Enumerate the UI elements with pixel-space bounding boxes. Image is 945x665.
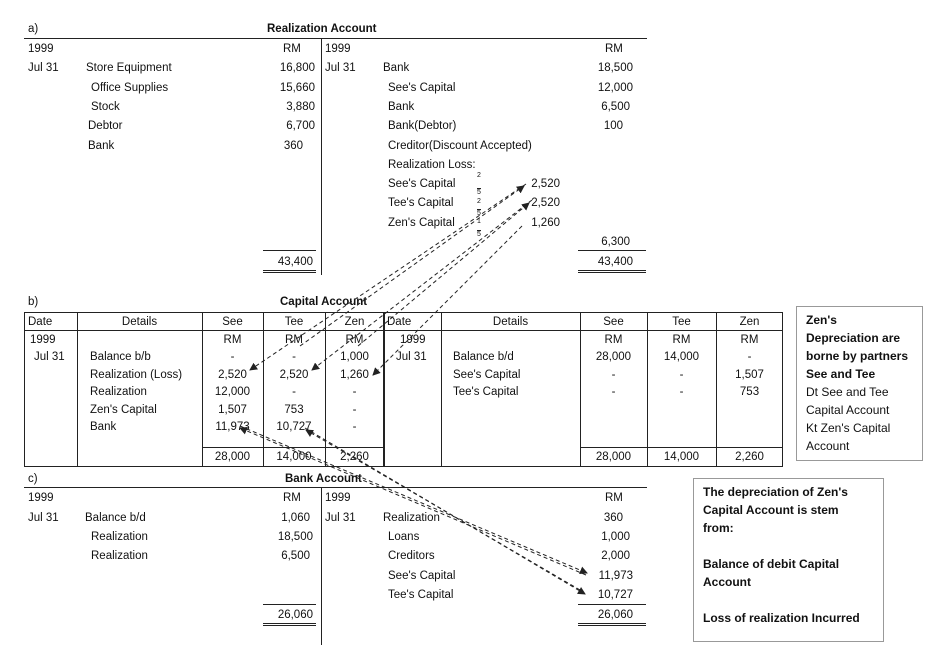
bank-debit-currency: RM xyxy=(283,492,301,504)
bank-debit-amount: 1,060 xyxy=(281,512,310,524)
capital-right-cell-zen: 753 xyxy=(739,386,760,398)
realization-debit-date: Jul 31 xyxy=(28,62,59,74)
note-line: borne by partners xyxy=(806,349,909,363)
realization-credit-detail: Creditor(Discount Accepted) xyxy=(388,140,532,152)
capital-right-header-date: Date xyxy=(387,316,412,328)
capital-left-cell-tee: - xyxy=(292,351,296,363)
capital-left-row-detail: Bank xyxy=(90,421,117,433)
capital-left-cell-zen: - xyxy=(352,404,357,416)
realization-loss-amount: 2,520 xyxy=(531,197,560,209)
ratio-numerator: 2 xyxy=(477,172,481,179)
bank-credit-detail: Tee's Capital xyxy=(388,589,454,601)
realization-loss-total: 6,300 xyxy=(601,236,630,248)
realization-debit-detail: Stock xyxy=(91,101,120,113)
capital-left-cell-see: 12,000 xyxy=(214,386,251,398)
realization-account-title: Realization Account xyxy=(267,23,377,35)
realization-debit-currency: RM xyxy=(283,43,301,55)
realization-loss-detail: Tee's Capital xyxy=(388,197,454,209)
capital-left-cell-tee: 2,520 xyxy=(279,369,309,381)
realization-loss-label: Realization Loss: xyxy=(388,159,476,171)
section-c-letter: c) xyxy=(28,473,38,485)
bank-credit-detail: Creditors xyxy=(388,550,435,562)
bank-credit-amount: 360 xyxy=(603,512,623,524)
capital-right-unit: RM xyxy=(672,334,691,346)
realization-credit-amount: 12,000 xyxy=(597,82,633,94)
note-line: The depreciation of Zen's xyxy=(703,485,848,499)
capital-left-cell-see: 2,520 xyxy=(218,369,247,381)
capital-left-year: 1999 xyxy=(30,334,56,346)
bank-credit-detail: Realization xyxy=(383,512,440,524)
capital-right-cell-tee: - xyxy=(679,386,684,398)
bank-debit-detail: Balance b/d xyxy=(85,512,146,524)
capital-right-cell-see: - xyxy=(611,386,616,398)
realization-debit-detail: Store Equipment xyxy=(86,62,172,74)
ratio-denominator: 5 xyxy=(477,189,481,196)
capital-left-cell-zen: 1,260 xyxy=(340,369,369,381)
capital-left-row-detail: Realization (Loss) xyxy=(90,369,183,381)
capital-right-cell-zen: 1,507 xyxy=(735,369,764,381)
capital-left-cell-zen: 1,000 xyxy=(340,351,369,363)
capital-left-header-see: See xyxy=(222,316,243,328)
bank-credit-amount: 2,000 xyxy=(601,550,630,562)
ratio-denominator: 5 xyxy=(477,231,481,238)
realization-debit-total: 43,400 xyxy=(277,256,313,268)
realization-credit-amount: 100 xyxy=(603,120,623,132)
capital-right-header-details: Details xyxy=(492,316,529,328)
capital-left-total-zen: 2,260 xyxy=(340,451,369,463)
note-line: Zen's xyxy=(806,313,837,327)
bank-debit-detail: Realization xyxy=(91,531,148,543)
capital-left-header-tee: Tee xyxy=(284,316,304,328)
capital-left-date: Jul 31 xyxy=(34,351,65,363)
capital-left-cell-tee: - xyxy=(292,386,296,398)
bank-debit-year: 1999 xyxy=(28,492,54,504)
note-line: Dt See and Tee xyxy=(806,385,889,399)
bank-debit-detail: Realization xyxy=(91,550,148,562)
capital-right-year: 1999 xyxy=(400,334,426,346)
realization-credit-total: 43,400 xyxy=(597,256,633,268)
realization-credit-date: Jul 31 xyxy=(325,62,356,74)
note-line: from: xyxy=(703,521,734,535)
bank-credit-amount: 1,000 xyxy=(601,531,630,543)
capital-left-header-details: Details xyxy=(121,316,158,328)
capital-right-row-detail: Balance b/d xyxy=(453,351,514,363)
bank-debit-date: Jul 31 xyxy=(28,512,59,524)
bank-credit-total: 26,060 xyxy=(597,609,633,621)
capital-left-cell-see: 11,973 xyxy=(215,421,250,433)
capital-right-date: Jul 31 xyxy=(396,351,427,363)
arrow-see-loss xyxy=(250,184,526,370)
capital-left-row-detail: Zen's Capital xyxy=(90,404,157,416)
capital-left-unit: RM xyxy=(345,334,364,346)
capital-right-total-tee: 14,000 xyxy=(663,451,700,463)
realization-debit-year: 1999 xyxy=(28,43,54,55)
capital-right-cell-see: - xyxy=(611,369,616,381)
note-line: Depreciation are xyxy=(806,331,901,345)
realization-credit-detail: Bank xyxy=(383,62,410,74)
capital-left-cell-tee: 10,727 xyxy=(276,421,312,433)
bank-credit-detail: Loans xyxy=(388,531,420,543)
realization-loss-amount: 2,520 xyxy=(531,178,560,190)
realization-loss-detail: See's Capital xyxy=(388,178,456,190)
realization-debit-amount: 15,660 xyxy=(279,82,315,94)
realization-credit-year: 1999 xyxy=(325,43,351,55)
realization-credit-amount: 18,500 xyxy=(597,62,633,74)
note-line: Capital Account xyxy=(806,403,890,417)
capital-left-row-detail: Balance b/b xyxy=(90,351,151,363)
capital-right-cell-tee: - xyxy=(679,369,684,381)
bank-credit-date: Jul 31 xyxy=(325,512,356,524)
capital-left-header-date: Date xyxy=(28,316,53,328)
realization-debit-amount: 16,800 xyxy=(279,62,315,74)
realization-loss-amount: 1,260 xyxy=(531,217,560,229)
capital-right-cell-see: 28,000 xyxy=(595,351,632,363)
ratio-numerator: 2 xyxy=(477,198,481,205)
capital-right-row-detail: See's Capital xyxy=(453,369,521,381)
bank-credit-amount: 11,973 xyxy=(598,570,633,582)
realization-loss-detail: Zen's Capital xyxy=(388,217,455,229)
note-line xyxy=(703,591,883,609)
bank-credit-year: 1999 xyxy=(325,492,351,504)
note-line: Balance of debit Capital xyxy=(703,557,840,571)
realization-credit-currency: RM xyxy=(605,43,623,55)
capital-right-cell-zen: - xyxy=(747,351,752,363)
capital-left-unit: RM xyxy=(223,334,242,346)
capital-right-header-tee: Tee xyxy=(672,316,691,328)
realization-debit-amount: 360 xyxy=(283,140,303,152)
realization-credit-detail: Bank(Debtor) xyxy=(388,120,457,132)
section-b-letter: b) xyxy=(28,296,39,308)
ratio-numerator: 1 xyxy=(477,218,481,225)
capital-left-cell-see: 1,507 xyxy=(218,404,247,416)
realization-credit-amount: 6,500 xyxy=(601,101,630,113)
capital-left-unit: RM xyxy=(285,334,303,346)
realization-debit-detail: Debtor xyxy=(88,120,123,132)
depreciation-note xyxy=(796,306,923,461)
note-line: See and Tee xyxy=(806,367,876,381)
capital-left-row-detail: Realization xyxy=(90,386,147,398)
bank-debit-total: 26,060 xyxy=(277,609,313,621)
capital-left-cell-zen: - xyxy=(352,421,357,433)
capital-right-header-zen: Zen xyxy=(739,316,760,328)
realization-credit-detail: Bank xyxy=(388,101,415,113)
arrow-bank-tee xyxy=(306,430,580,590)
capital-left-total-see: 28,000 xyxy=(214,451,251,463)
capital-right-total-see: 28,000 xyxy=(595,451,632,463)
section-a-letter: a) xyxy=(28,23,39,35)
note-line: Capital Account is stem xyxy=(703,503,839,517)
note-line: Loss of realization Incurred xyxy=(703,611,860,625)
note-line: Account xyxy=(806,439,850,453)
capital-left-total-tee: 14,000 xyxy=(276,451,312,463)
realization-debit-detail: Bank xyxy=(88,140,115,152)
arrow-see-loss-return xyxy=(300,186,524,346)
capital-right-unit: RM xyxy=(740,334,759,346)
realization-debit-amount: 6,700 xyxy=(286,120,315,132)
capital-right-total-zen: 2,260 xyxy=(735,451,764,463)
realization-debit-detail: Office Supplies xyxy=(91,82,169,94)
arrow-tee-loss-return xyxy=(358,203,529,346)
capital-right-header-see: See xyxy=(603,316,624,328)
arrow-bank-see xyxy=(240,428,586,575)
note-line: Kt Zen's Capital xyxy=(806,421,891,435)
note-line xyxy=(703,537,883,555)
capital-left-cell-tee: 753 xyxy=(284,404,304,416)
bank-account-title: Bank Account xyxy=(285,473,362,485)
capital-left-header-zen: Zen xyxy=(344,316,365,328)
capital-account-title: Capital Account xyxy=(280,296,368,308)
arrow-see-bank xyxy=(240,426,587,573)
realization-debit-amount: 3,880 xyxy=(286,101,315,113)
realization-credit-detail: See's Capital xyxy=(388,82,456,94)
bank-credit-detail: See's Capital xyxy=(388,570,456,582)
capital-left-cell-see: - xyxy=(230,351,235,363)
arrow-zen-loss xyxy=(373,226,522,375)
bank-credit-currency: RM xyxy=(605,492,623,504)
arrow-tee-loss xyxy=(312,200,532,370)
bank-debit-amount: 6,500 xyxy=(281,550,310,562)
bank-credit-amount: 10,727 xyxy=(597,589,633,601)
bank-debit-amount: 18,500 xyxy=(277,531,313,543)
depreciation-source-note xyxy=(693,478,884,642)
capital-right-row-detail: Tee's Capital xyxy=(453,386,519,398)
capital-right-unit: RM xyxy=(604,334,623,346)
note-line: Account xyxy=(703,575,751,589)
capital-right-cell-tee: 14,000 xyxy=(663,351,700,363)
capital-left-cell-zen: - xyxy=(352,386,357,398)
ratio-denominator: 5 xyxy=(477,210,481,217)
